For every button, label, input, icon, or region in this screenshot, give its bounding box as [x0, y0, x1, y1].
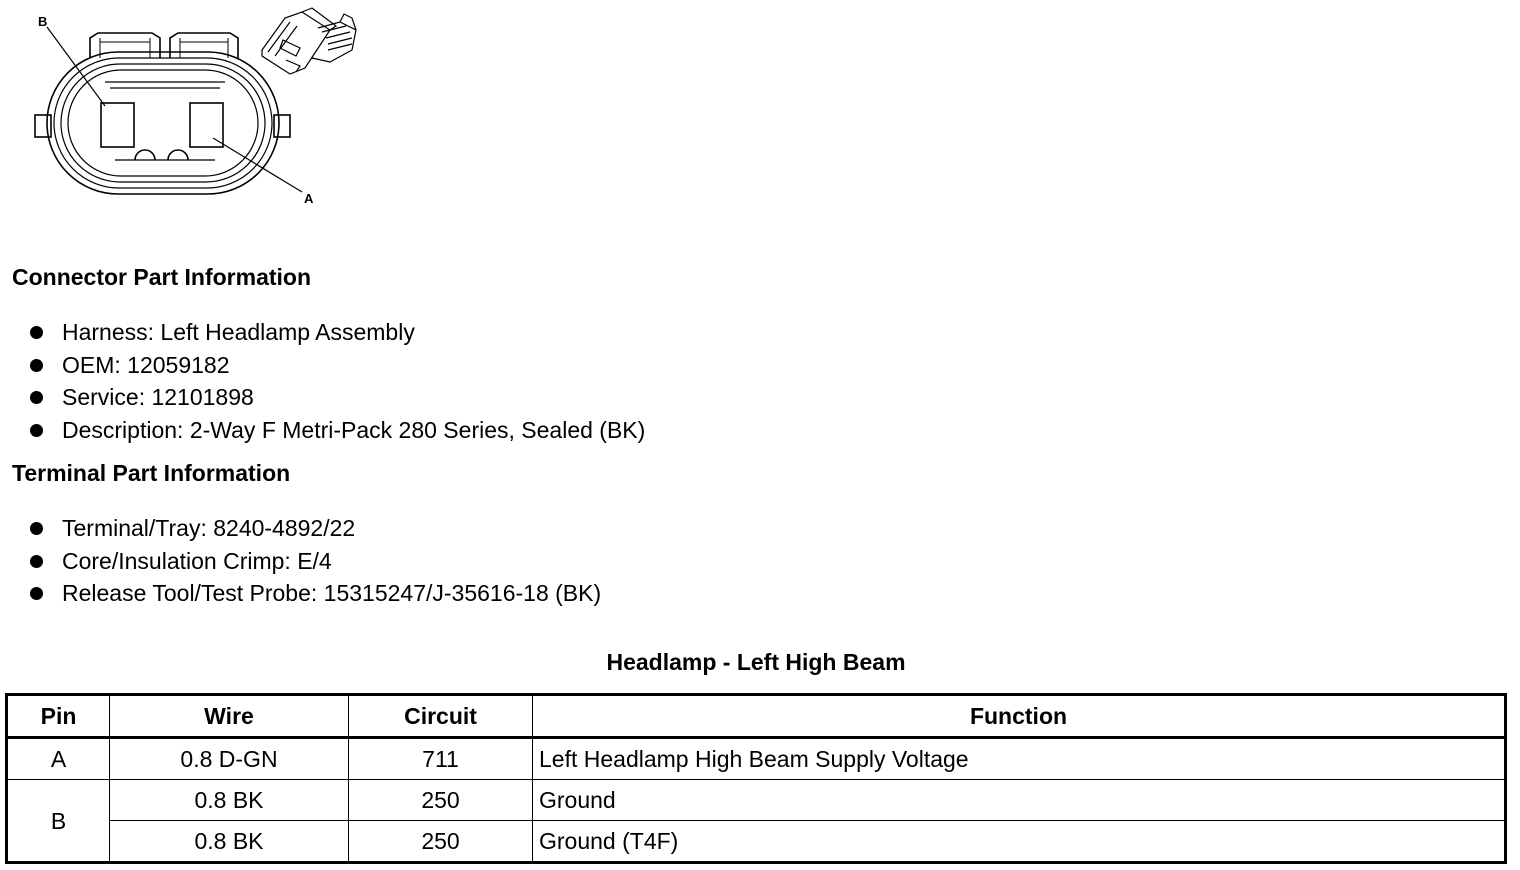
bullet-icon — [30, 587, 43, 600]
bullet-icon — [30, 359, 43, 372]
list-item — [28, 512, 601, 545]
table-row — [7, 738, 1506, 780]
function-cell: Left Headlamp High Beam Supply Voltage — [533, 738, 1506, 780]
wire-cell: 0.8 BK — [110, 780, 349, 821]
list-item — [28, 414, 645, 447]
callout-a-label: A — [304, 191, 314, 206]
table-title: Headlamp - Left High Beam — [606, 649, 906, 675]
function-cell: Ground (T4F) — [533, 821, 1506, 863]
table-row — [7, 821, 1506, 863]
list-item-text: Core/Insulation Crimp: E/4 — [62, 547, 332, 574]
callout-b-label: B — [38, 14, 48, 29]
table-row — [7, 780, 1506, 821]
list-item — [28, 349, 645, 382]
list-item-text: Terminal/Tray: 8240-4892/22 — [62, 515, 356, 541]
wire-cell: 0.8 D-GN — [110, 738, 349, 780]
connector-face-diagram — [0, 0, 380, 215]
connector-perspective-icon — [262, 8, 356, 74]
connector-part-info-list — [28, 316, 645, 447]
function-cell: Ground — [533, 780, 1506, 821]
column-header-wire: Wire — [110, 695, 349, 738]
circuit-cell: 711 — [349, 738, 533, 780]
list-item-text: Description: 2-Way F Metri-Pack 280 Series, Sealed (BK) — [62, 417, 646, 444]
list-item-text: Release Tool/Test Probe: 15315247/J-35616-18 (BK) — [62, 580, 602, 607]
list-item-text: OEM: 12059182 — [62, 351, 230, 378]
bullet-icon — [30, 326, 43, 339]
list-item-text: Harness: Left Headlamp Assembly — [62, 319, 415, 345]
list-item-text: Service: 12101898 — [62, 384, 254, 411]
column-header-pin: Pin — [7, 695, 110, 738]
pin-cell: B — [7, 780, 110, 863]
circuit-cell: 250 — [349, 780, 533, 821]
table-header-row — [7, 695, 1506, 738]
pinout-table — [5, 693, 1507, 864]
bullet-icon — [30, 555, 43, 568]
list-item — [28, 577, 601, 610]
bullet-icon — [30, 391, 43, 404]
pin-cell: A — [7, 738, 110, 780]
list-item — [28, 545, 601, 578]
column-header-circuit: Circuit — [349, 695, 533, 738]
bullet-icon — [30, 424, 43, 437]
terminal-part-info-list — [28, 512, 601, 610]
column-header-function: Function — [533, 695, 1506, 738]
bullet-icon — [30, 522, 43, 535]
terminal-part-info-heading: Terminal Part Information — [12, 460, 291, 486]
circuit-cell: 250 — [349, 821, 533, 863]
list-item — [28, 316, 645, 349]
list-item — [28, 381, 645, 414]
wire-cell: 0.8 BK — [110, 821, 349, 863]
connector-part-info-heading: Connector Part Information — [12, 264, 312, 290]
